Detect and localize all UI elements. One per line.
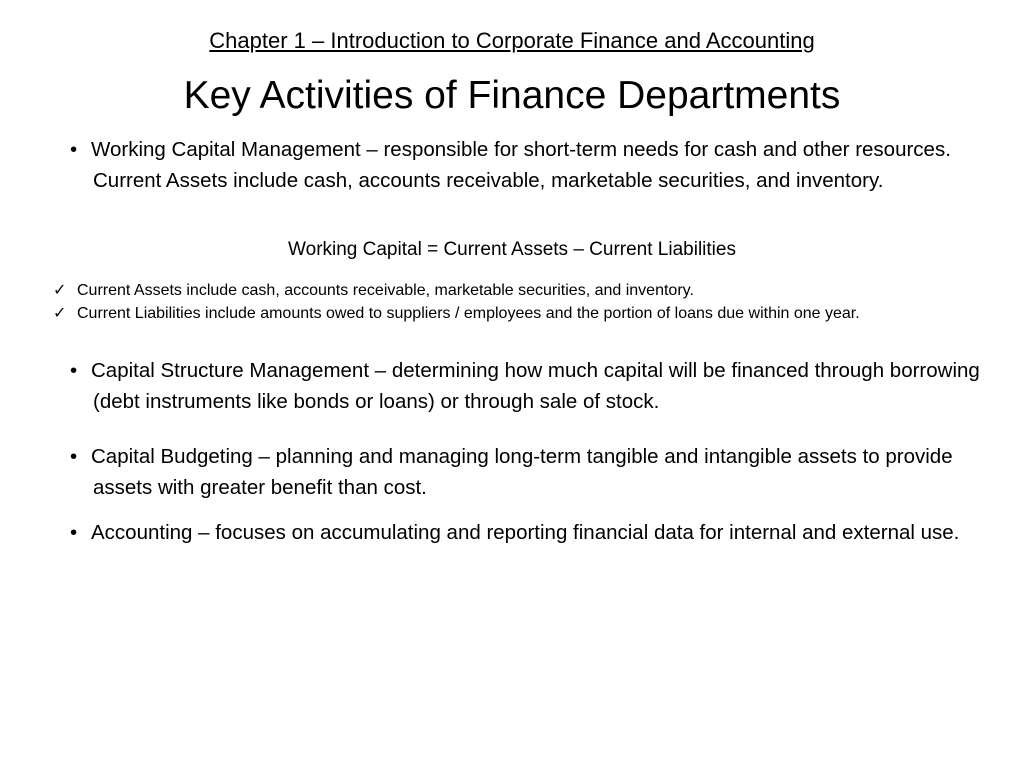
chapter-heading: Chapter 1 – Introduction to Corporate Finance and Accounting	[209, 28, 815, 53]
bullet-text: Working Capital Management – responsible for short-term needs for cash and other resources. Current Assets include cash, accounts receivable, marketable securities, and inventory.	[91, 138, 951, 192]
checklist-text: Current Assets include cash, accounts receivable, marketable securities, and inventory.	[77, 282, 694, 299]
slide-title: Key Activities of Finance Departments	[183, 74, 841, 117]
bullet-capital-budgeting	[70, 441, 1013, 503]
bullet-text: Capital Structure Management – determining how much capital will be financed through borrowing (debt instruments like bonds or loans) or through sale of stock.	[91, 359, 980, 413]
bullet-capital-structure	[70, 355, 1013, 417]
working-capital-formula: Working Capital = Current Assets – Current Liabilities	[288, 239, 736, 260]
checklist-text: Current Liabilities include amounts owed to suppliers / employees and the portion of loans due within one year.	[77, 305, 860, 322]
checklist-item-current-liabilities	[53, 303, 1013, 325]
bullet-marker: •	[70, 138, 78, 161]
bullet-marker: •	[70, 445, 78, 468]
bullet-marker: •	[70, 521, 78, 544]
bullet-text: Capital Budgeting – planning and managing long-term tangible and intangible assets to provide assets with greater benefit than cost.	[91, 445, 953, 499]
bullet-accounting	[70, 517, 1013, 548]
bullet-working-capital	[70, 134, 1013, 196]
bullet-marker: •	[70, 359, 78, 382]
checkmark-icon: ✓	[53, 305, 67, 322]
checkmark-icon: ✓	[53, 282, 67, 299]
checklist-item-current-assets	[53, 280, 1013, 302]
bullet-text: Accounting – focuses on accumulating and reporting financial data for internal and external use.	[91, 521, 960, 544]
